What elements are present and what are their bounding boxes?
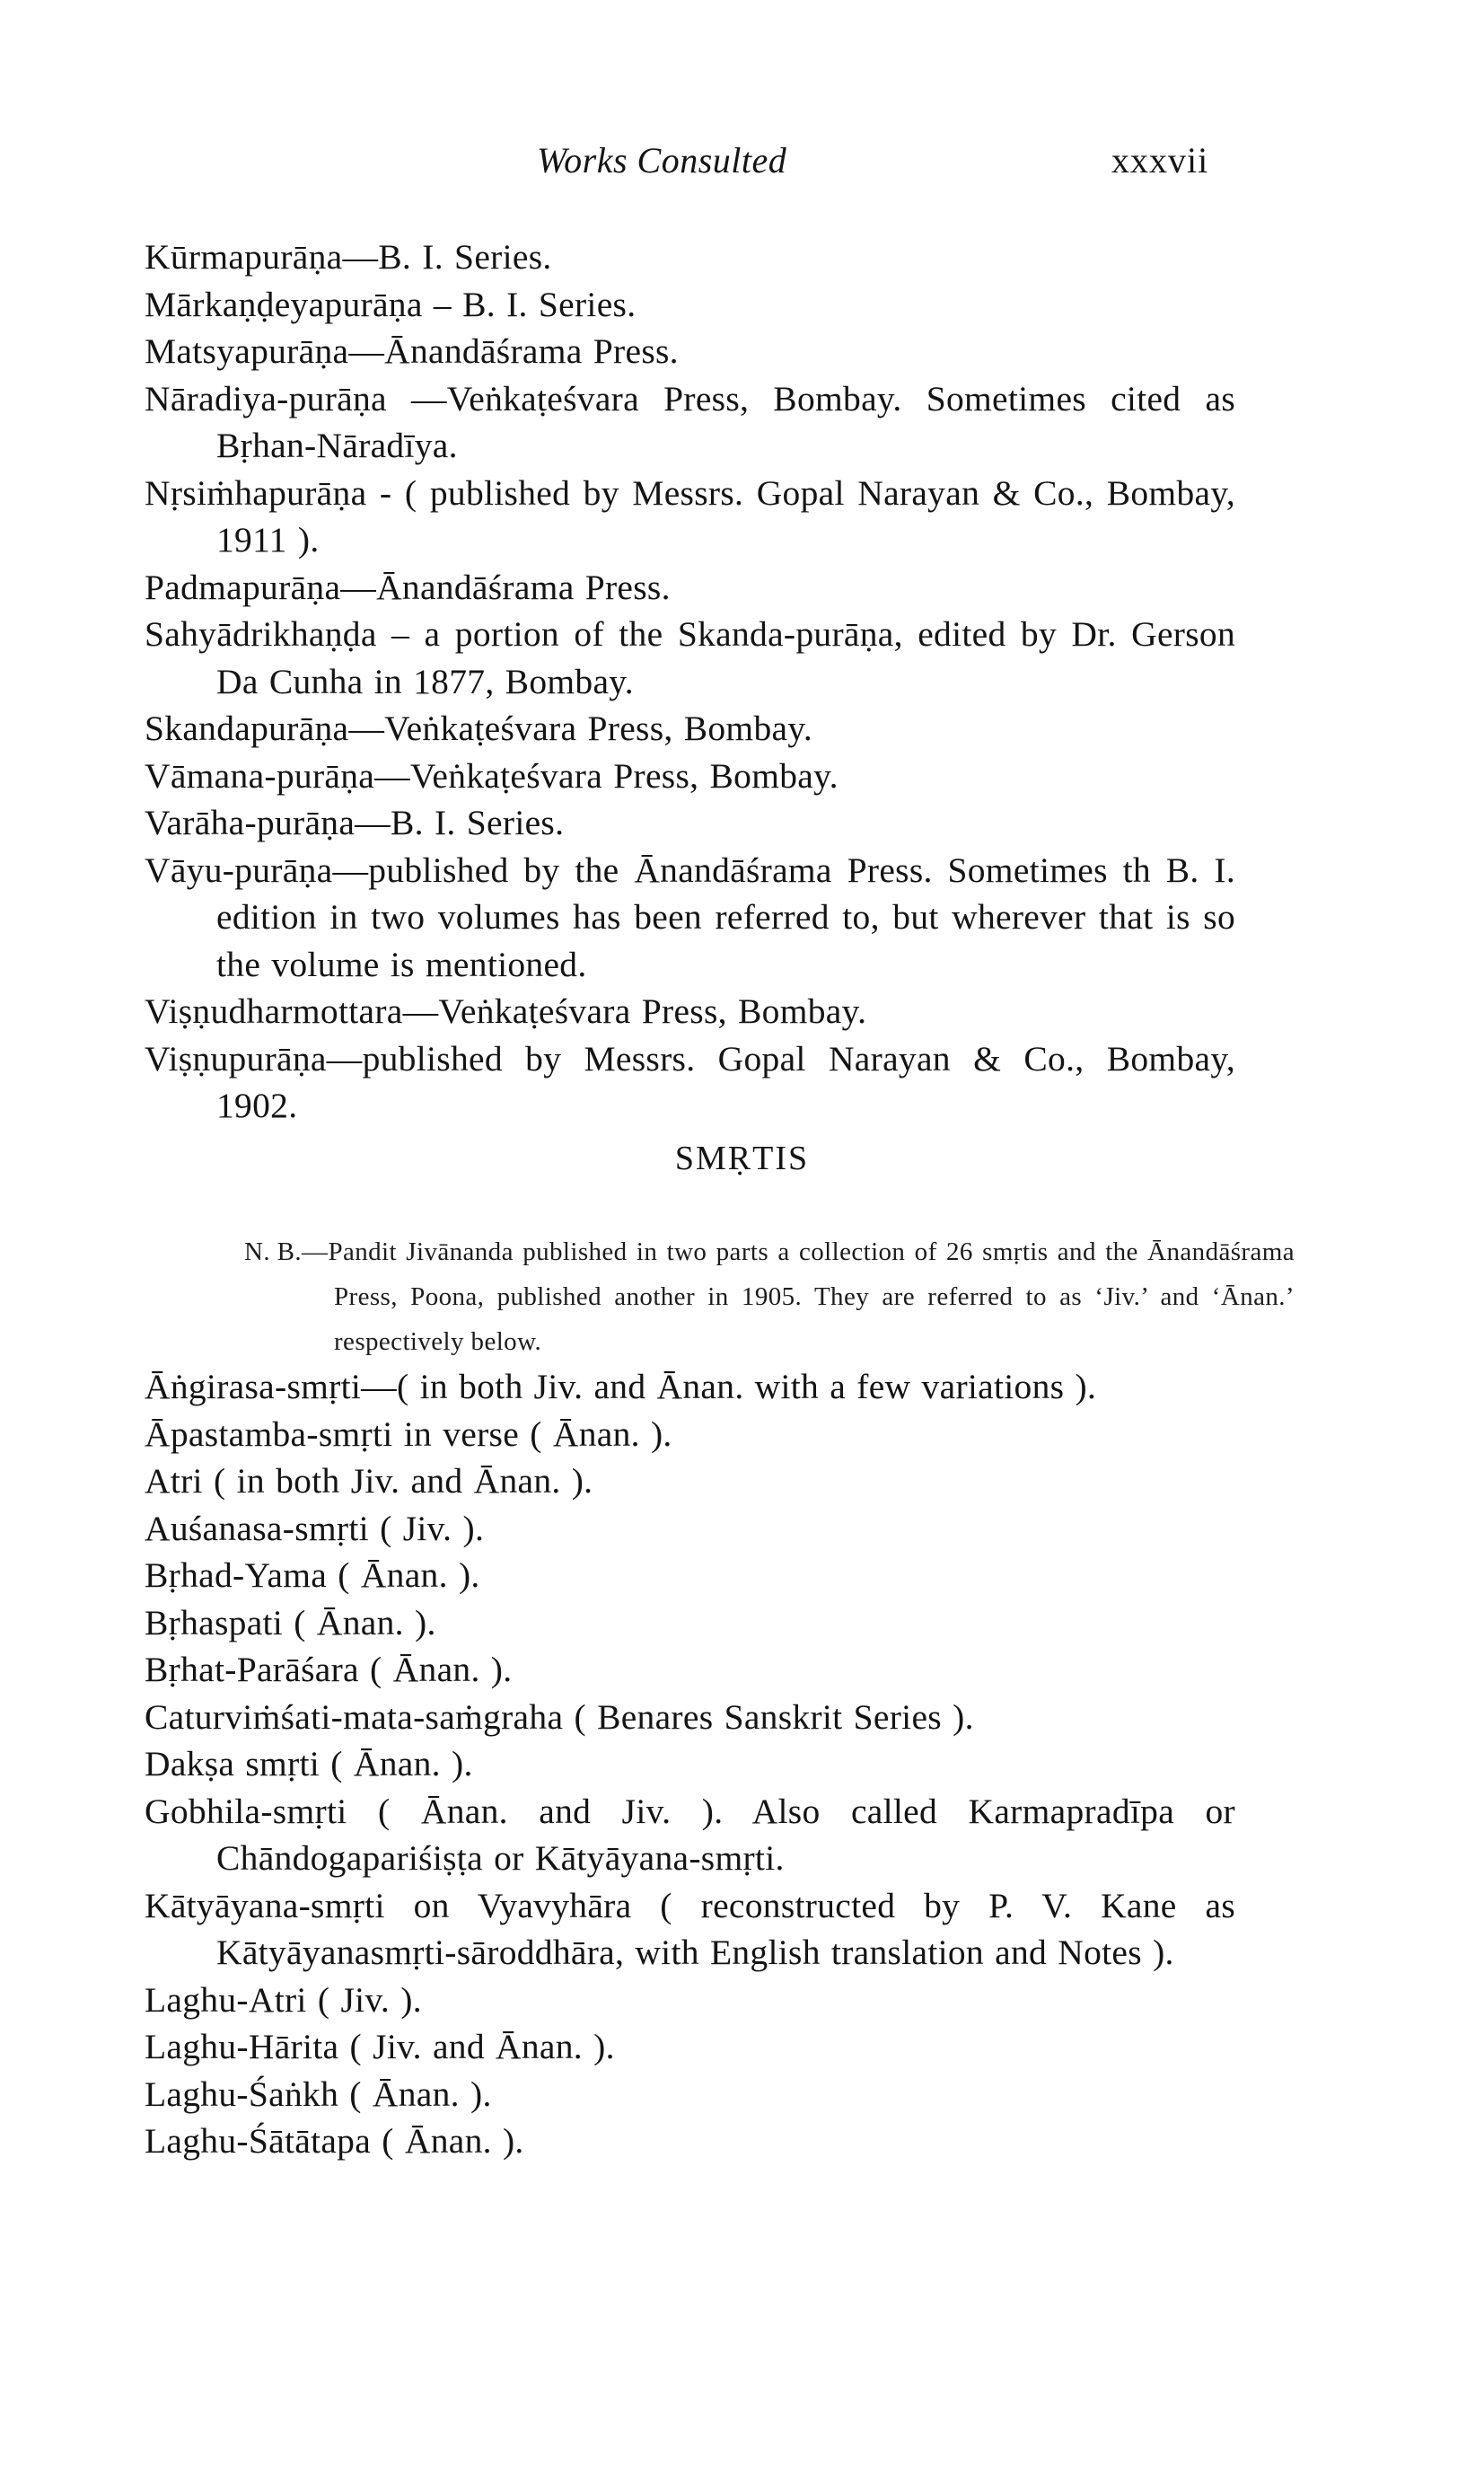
- purana-entry-visnu: Viṣṇupurāṇa—published by Messrs. Gopal Narayan & Co., Bombay, 1902.: [145, 1038, 1235, 1125]
- purana-entry-matsya: Matsyapurāṇa—Ānandāśrama Press.: [145, 331, 679, 371]
- section-note: [244, 1229, 1295, 1364]
- note-label: N. B.—: [244, 1237, 329, 1266]
- smrti-entry-brhaspati: Bṛhaspati ( Ānan. ).: [145, 1602, 436, 1642]
- purana-entry-vayu: Vāyu-purāṇa—published by the Ānandāśrama Press. Sometimes th B. I. edition in two volumes has been referred to, but wherever that is so the volume is mentioned.: [145, 850, 1235, 984]
- purana-entry-skanda: Skandapurāṇa—Veṅkaṭeśvara Press, Bombay.: [145, 709, 812, 748]
- smrti-entry-laghu-atri: Laghu-Atri ( Jiv. ).: [145, 1979, 422, 2020]
- smrti-entry-brhad-yama: Bṛhad-Yama ( Ānan. ).: [145, 1555, 480, 1595]
- smrti-entry-laghu-satatapa: Laghu-Śātātapa ( Ānan. ).: [145, 2121, 524, 2161]
- running-header: [0, 139, 1484, 184]
- section-heading-smrtis: SMṚTIS: [674, 1140, 810, 1177]
- running-title: Works Consulted: [537, 140, 787, 181]
- note-text: Pandit Jivānanda published in two parts a collection of 26 smṛtis and the Ānandāśrama Press, Poona, published another in 1905. They are referred to as ‘Jiv.’ and ‘Ānan.’ respectively below.: [328, 1237, 1295, 1356]
- purana-entry-naradiya: Nāradiya-purāṇa —Veṅkaṭeśvara Press, Bombay. Sometimes cited as Bṛhan-Nāradīya.: [145, 378, 1235, 465]
- purana-entry-vamana: Vāmana-purāṇa—Veṅkaṭeśvara Press, Bombay.: [145, 755, 839, 796]
- purana-entry-markandeya: Mārkaṇḍeyapurāṇa – B. I. Series.: [145, 284, 637, 324]
- smrti-entry-atri: Atri ( in both Jiv. and Ānan. ).: [145, 1461, 593, 1501]
- smrti-list: [145, 1363, 1235, 2165]
- purana-entry-nrsimha: Nṛsiṁhapurāṇa - ( published by Messrs. Gopal Narayan & Co., Bombay, 1911 ).: [145, 472, 1235, 559]
- purana-entry-varaha: Varāha-purāṇa—B. I. Series.: [145, 803, 565, 842]
- smrti-entry-caturvimsati: Caturviṁśati-mata-saṁgraha ( Benares Sanskrit Series ).: [145, 1696, 974, 1737]
- smrti-entry-laghu-harita: Laghu-Hārita ( Jiv. and Ānan. ).: [145, 2027, 615, 2066]
- smrti-entry-angirasa: Āṅgirasa-smṛti—( in both Jiv. and Ānan. with a few variations ).: [145, 1367, 1097, 1406]
- smrti-entry-gobhila: Gobhila-smṛti ( Ānan. and Jiv. ). Also called Karmapradīpa or Chāndogapariśiṣṭa or Kātyāyana-smṛti.: [145, 1791, 1235, 1878]
- purana-entry-sahyadrikhanda: Sahyādrikhaṇḍa – a portion of the Skanda-purāṇa, edited by Dr. Gerson Da Cunha in 1877, Bombay.: [145, 614, 1235, 701]
- page-number: xxxvii: [1111, 140, 1209, 181]
- purana-entry-visnudharmottara: Viṣṇudharmottara—Veṅkaṭeśvara Press, Bombay.: [145, 991, 867, 1031]
- purana-entry-kurma: Kūrmapurāṇa—B. I. Series.: [145, 237, 552, 277]
- purana-entry-padma: Padmapurāṇa—Ānandāśrama Press.: [145, 567, 671, 607]
- smrti-entry-apastamba: Āpastamba-smṛti in verse ( Ānan. ).: [145, 1413, 672, 1454]
- smrti-entry-brhat-parasara: Bṛhat-Parāśara ( Ānan. ).: [145, 1650, 513, 1689]
- smrti-entry-laghu-sankh: Laghu-Śaṅkh ( Ānan. ).: [145, 2074, 492, 2114]
- purana-list: [145, 233, 1235, 1130]
- smrti-entry-katyayana: Kātyāyana-smṛti on Vyavyhāra ( reconstructed by P. V. Kane as Kātyāyanasmṛti-sāroddhāra, with English translation and Notes ).: [145, 1885, 1235, 1972]
- smrti-entry-daksa: Dakṣa smṛti ( Ānan. ).: [145, 1744, 473, 1783]
- smrti-entry-ausanasa: Auśanasa-smṛti ( Jiv. ).: [145, 1508, 485, 1548]
